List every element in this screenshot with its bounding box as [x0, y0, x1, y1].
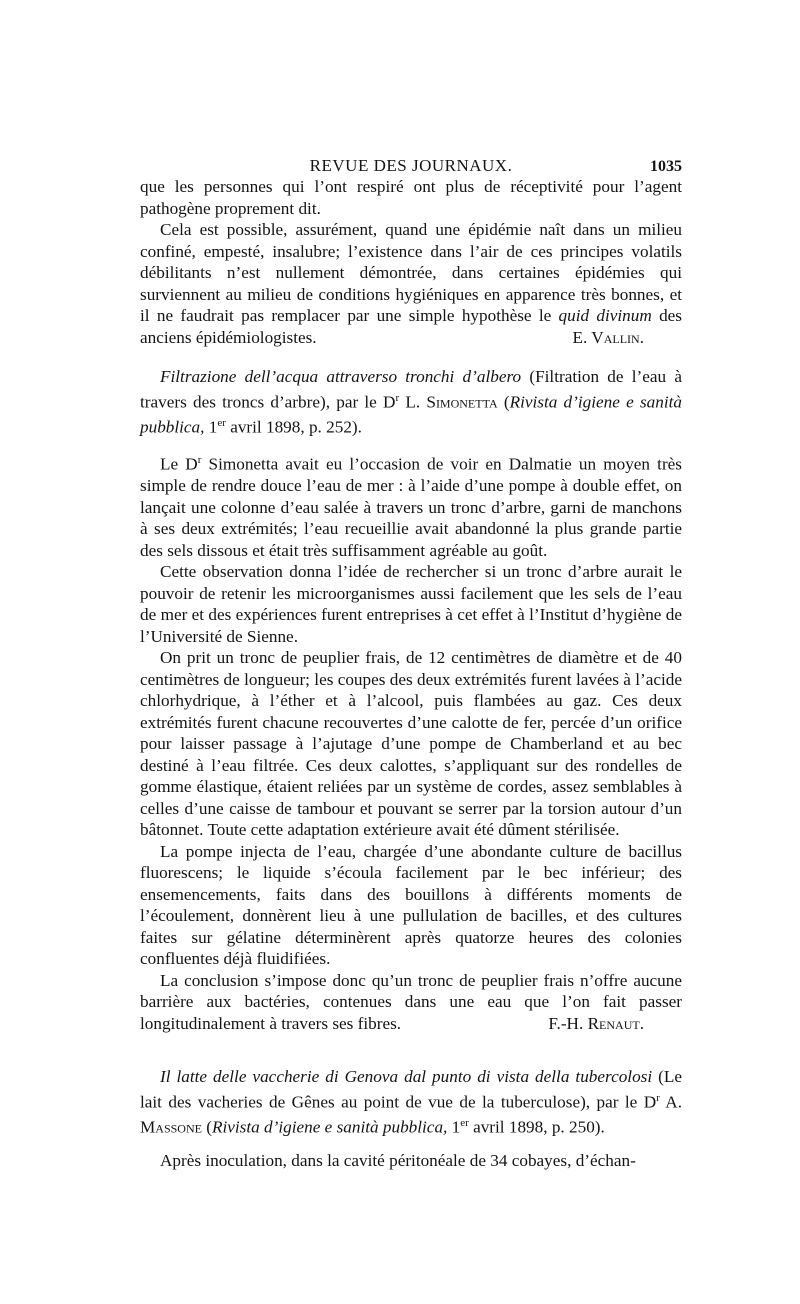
- article2-p1-text: Le D: [160, 454, 198, 474]
- article3-title-date-sup: er: [460, 1116, 469, 1129]
- article1-p2-italic: quid divinum: [558, 306, 652, 325]
- article2-title-dr-sup: r: [395, 391, 400, 404]
- article3-title-fr: (Le lait des vacheries de Gênes au point de vue de la tuberculose), par le D: [140, 1067, 682, 1112]
- article3-title: [140, 1066, 682, 1138]
- article2-title-date-rest: avril 1898, p. 252).: [225, 417, 362, 437]
- article1-p1-text: que les personnes qui l’ont respiré ont plus de réceptivité pour l’agent pathogène proprement dit.: [140, 177, 682, 218]
- article3-title-date: 1: [447, 1117, 461, 1137]
- article2-title-italic: Filtrazione dell’acqua attraverso tronchi d’albero: [160, 367, 522, 386]
- article2-paragraph-5: La conclusion s’impose donc qu’un tronc de peuplier frais n’offre aucune barrière aux bactéries, contenues dans une eau que l’on fait passer longitudinalement à travers ses fibres.: [140, 970, 682, 1033]
- article2-title-fr: (Filtration de l’eau à travers des troncs d’arbre), par le D: [140, 367, 683, 412]
- article2-paragraph-4: La pompe injecta de l’eau, chargée d’une abondante culture de bacillus fluorescens; le liquide s’écoula facilement par le bec inférieur; des ensemencements, faits dans des bouillons à différents moments de l’écoulement, donnèrent lieu à une pullulation de bacilles, et des cultures faites sur gélatine déterminèrent après quatorze heures des colonies confluentes déjà fluidifiées.: [140, 841, 682, 969]
- article2-title-source-open: (: [497, 392, 510, 412]
- article1-p2-text-a: Cela est possible, assurément, quand une épidémie naît dans un milieu confiné, empesté, insalubre; l’existence dans l’air de ces principes volatils débilitants n’est nullement démontrée, dans certaines épidémies qui surviennent au milieu de conditions hygiéniques en apparence très bonnes, et il ne faudrait pas remplacer par une simple hypothèse le: [140, 220, 682, 325]
- article3-title-source: Rivista d’igiene e sanità pubblica,: [212, 1117, 448, 1137]
- article2-p1-sup: r: [197, 453, 202, 466]
- article1-author-signature: E. Vallin.: [572, 327, 644, 347]
- article2-p1-rest: Simonetta avait eu l’occasion de voir en Dalmatie un moyen très simple de rendre douce l’eau de mer : à l’aide d’une pompe à double effet, on lançait une colonne d’eau salée à travers un tronc d’arbre, garni de manchons à ses deux extrémités; l’eau recueillie avait abandonné la plus grande partie des sels dissous et était très suffisamment agréable au goût.: [140, 454, 682, 560]
- article1-p2-text-b: des anciens épidémiologistes.: [140, 306, 682, 347]
- article3-title-date-rest: avril 1898, p. 250).: [468, 1117, 605, 1137]
- article2-title-date: 1: [204, 417, 218, 437]
- article2-paragraph-2: Cette observation donna l’idée de rechercher si un tronc d’arbre aurait le pouvoir de retenir les microorganismes aussi facilement que les sels de l’eau de mer et des expériences furent entreprises à cet effet à l’Institut d’hygiène de l’Université de Sienne.: [140, 562, 682, 646]
- article2-title: [140, 366, 682, 438]
- article2-paragraph-1: [140, 450, 682, 561]
- article3-paragraph-1: Après inoculation, dans la cavité péritonéale de 34 cobayes, d’échan-: [160, 1151, 636, 1171]
- article2-title-author: L. Simonetta: [399, 392, 498, 412]
- article1-paragraph-1: [140, 176, 682, 219]
- article2-paragraph-3: On prit un tronc de peuplier frais, de 12 centimètres de diamètre et de 40 centimètres de longueur; les coupes des deux extrémités furent lavées à l’acide chlorhydrique, à l’éther et à l’alcool, puis flambées au gaz. Ces deux extrémités furent chacune recouvertes d’une calotte de fer, percée d’un orifice pour laisser passage à l’ajutage d’une pompe de Chamberland et au bec destiné à l’eau filtrée. Ces deux calottes, s’appliquant sur des rondelles de gomme élastique, étaient reliées par un système de cordes, assez semblables à celles d’une caisse de tambour et pouvant se serrer par la torsion autour d’un bâtonnet. Toute cette adaptation extérieure avait été dûment stérilisée.: [140, 648, 682, 840]
- journal-page: [140, 150, 682, 1172]
- running-title: REVUE DES JOURNAUX.: [309, 156, 513, 175]
- article2-author-signature: F.-H. Renaut.: [548, 1013, 644, 1033]
- article2-title-date-sup: er: [217, 416, 226, 429]
- article3-title-dr-sup: r: [656, 1091, 660, 1104]
- article2-title-source: Rivista d’igiene e sanità pubblica,: [140, 392, 682, 437]
- page-number: 1035: [650, 158, 682, 175]
- article3-title-source-open: (: [201, 1117, 212, 1137]
- article3-title-italic: Il latte delle vaccherie di Genova dal punto di vista della tubercolosi: [160, 1067, 653, 1087]
- article3-title-author: A. Massone: [140, 1092, 682, 1137]
- page-header: [140, 150, 682, 176]
